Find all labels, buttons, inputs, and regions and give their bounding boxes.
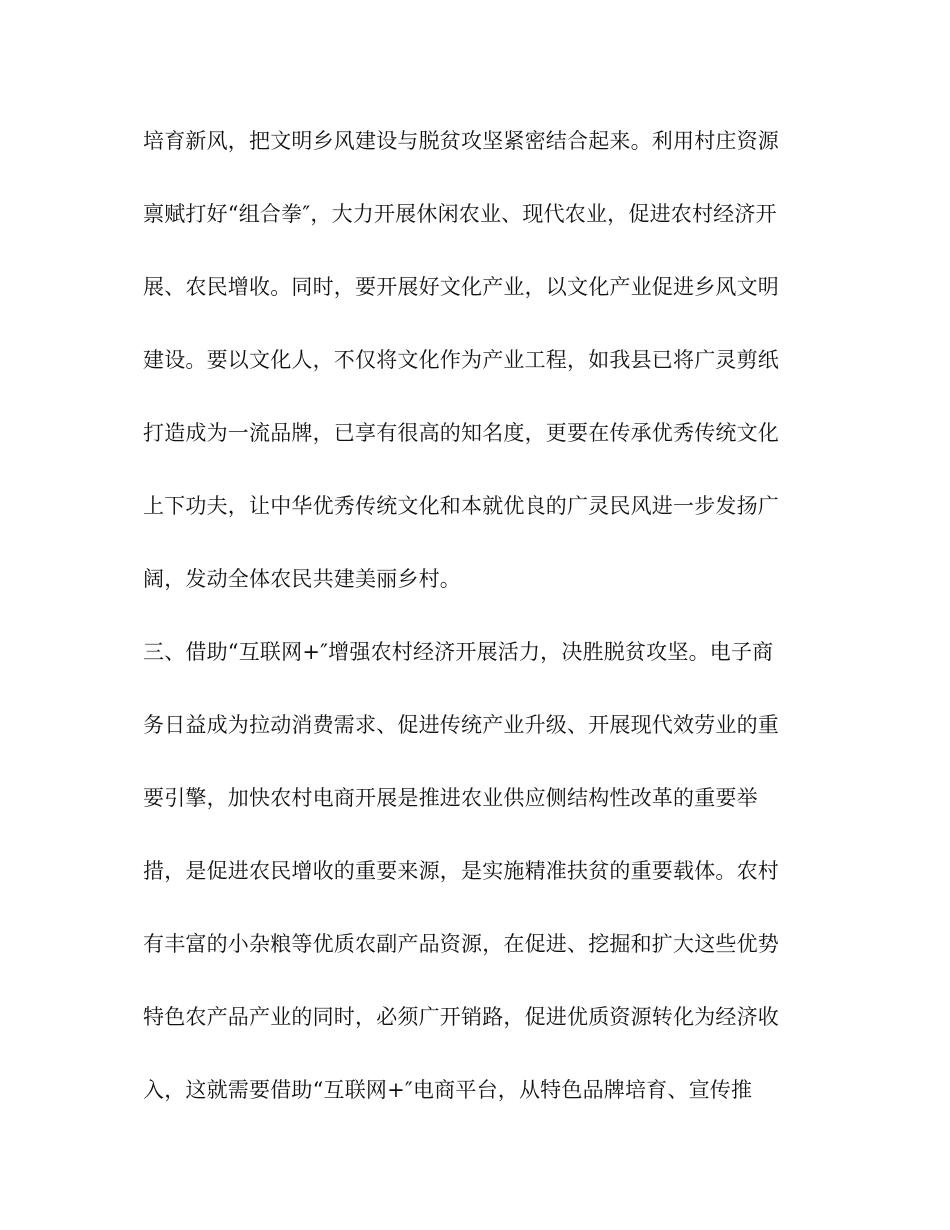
body-text: [143, 118, 823, 1140]
text-line: 培育新风，把文明乡风建设与脱贫攻坚紧密结合起来。利用村庄资源: [143, 129, 779, 153]
text-line: 入，这就需要借助“互联网+″电商平台，从特色品牌培育、宣传推: [143, 1078, 753, 1102]
text-line: 特色农产品产业的同时，必须广开销路，促进优质资源转化为经济收: [143, 1005, 779, 1029]
text-line: 展、农民增收。同时，要开展好文化产业，以文化产业促进乡风文明: [143, 275, 779, 299]
text-line: 务日益成为拉动消费需求、促进传统产业升级、开展现代效劳业的重: [143, 713, 779, 737]
text-line: 禀赋打好“组合拳″，大力开展休闲农业、现代农业，促进农村经济开: [143, 202, 777, 226]
text-line: 建设。要以文化人，不仅将文化作为产业工程，如我县已将广灵剪纸: [143, 348, 779, 372]
text-line: 阔，发动全体农民共建美丽乡村。: [143, 567, 461, 591]
text-line: 打造成为一流品牌，已享有很高的知名度，更要在传承优秀传统文化: [143, 421, 779, 445]
text-line: 有丰富的小杂粮等优质农副产品资源，在促进、挖掘和扩大这些优势: [143, 932, 779, 956]
text-line: 上下功夫，让中华优秀传统文化和本就优良的广灵民风进一步发扬广: [143, 494, 779, 518]
text-line: 要引擎，加快农村电商开展是推进农业供应侧结构性改革的重要举: [143, 786, 758, 810]
text-line: 措，是促进农民增收的重要来源，是实施精准扶贫的重要载体。农村: [143, 859, 779, 883]
section-heading-line: 三、借助“互联网+″增强农村经济开展活力，决胜脱贫攻坚。电子商: [143, 640, 774, 664]
